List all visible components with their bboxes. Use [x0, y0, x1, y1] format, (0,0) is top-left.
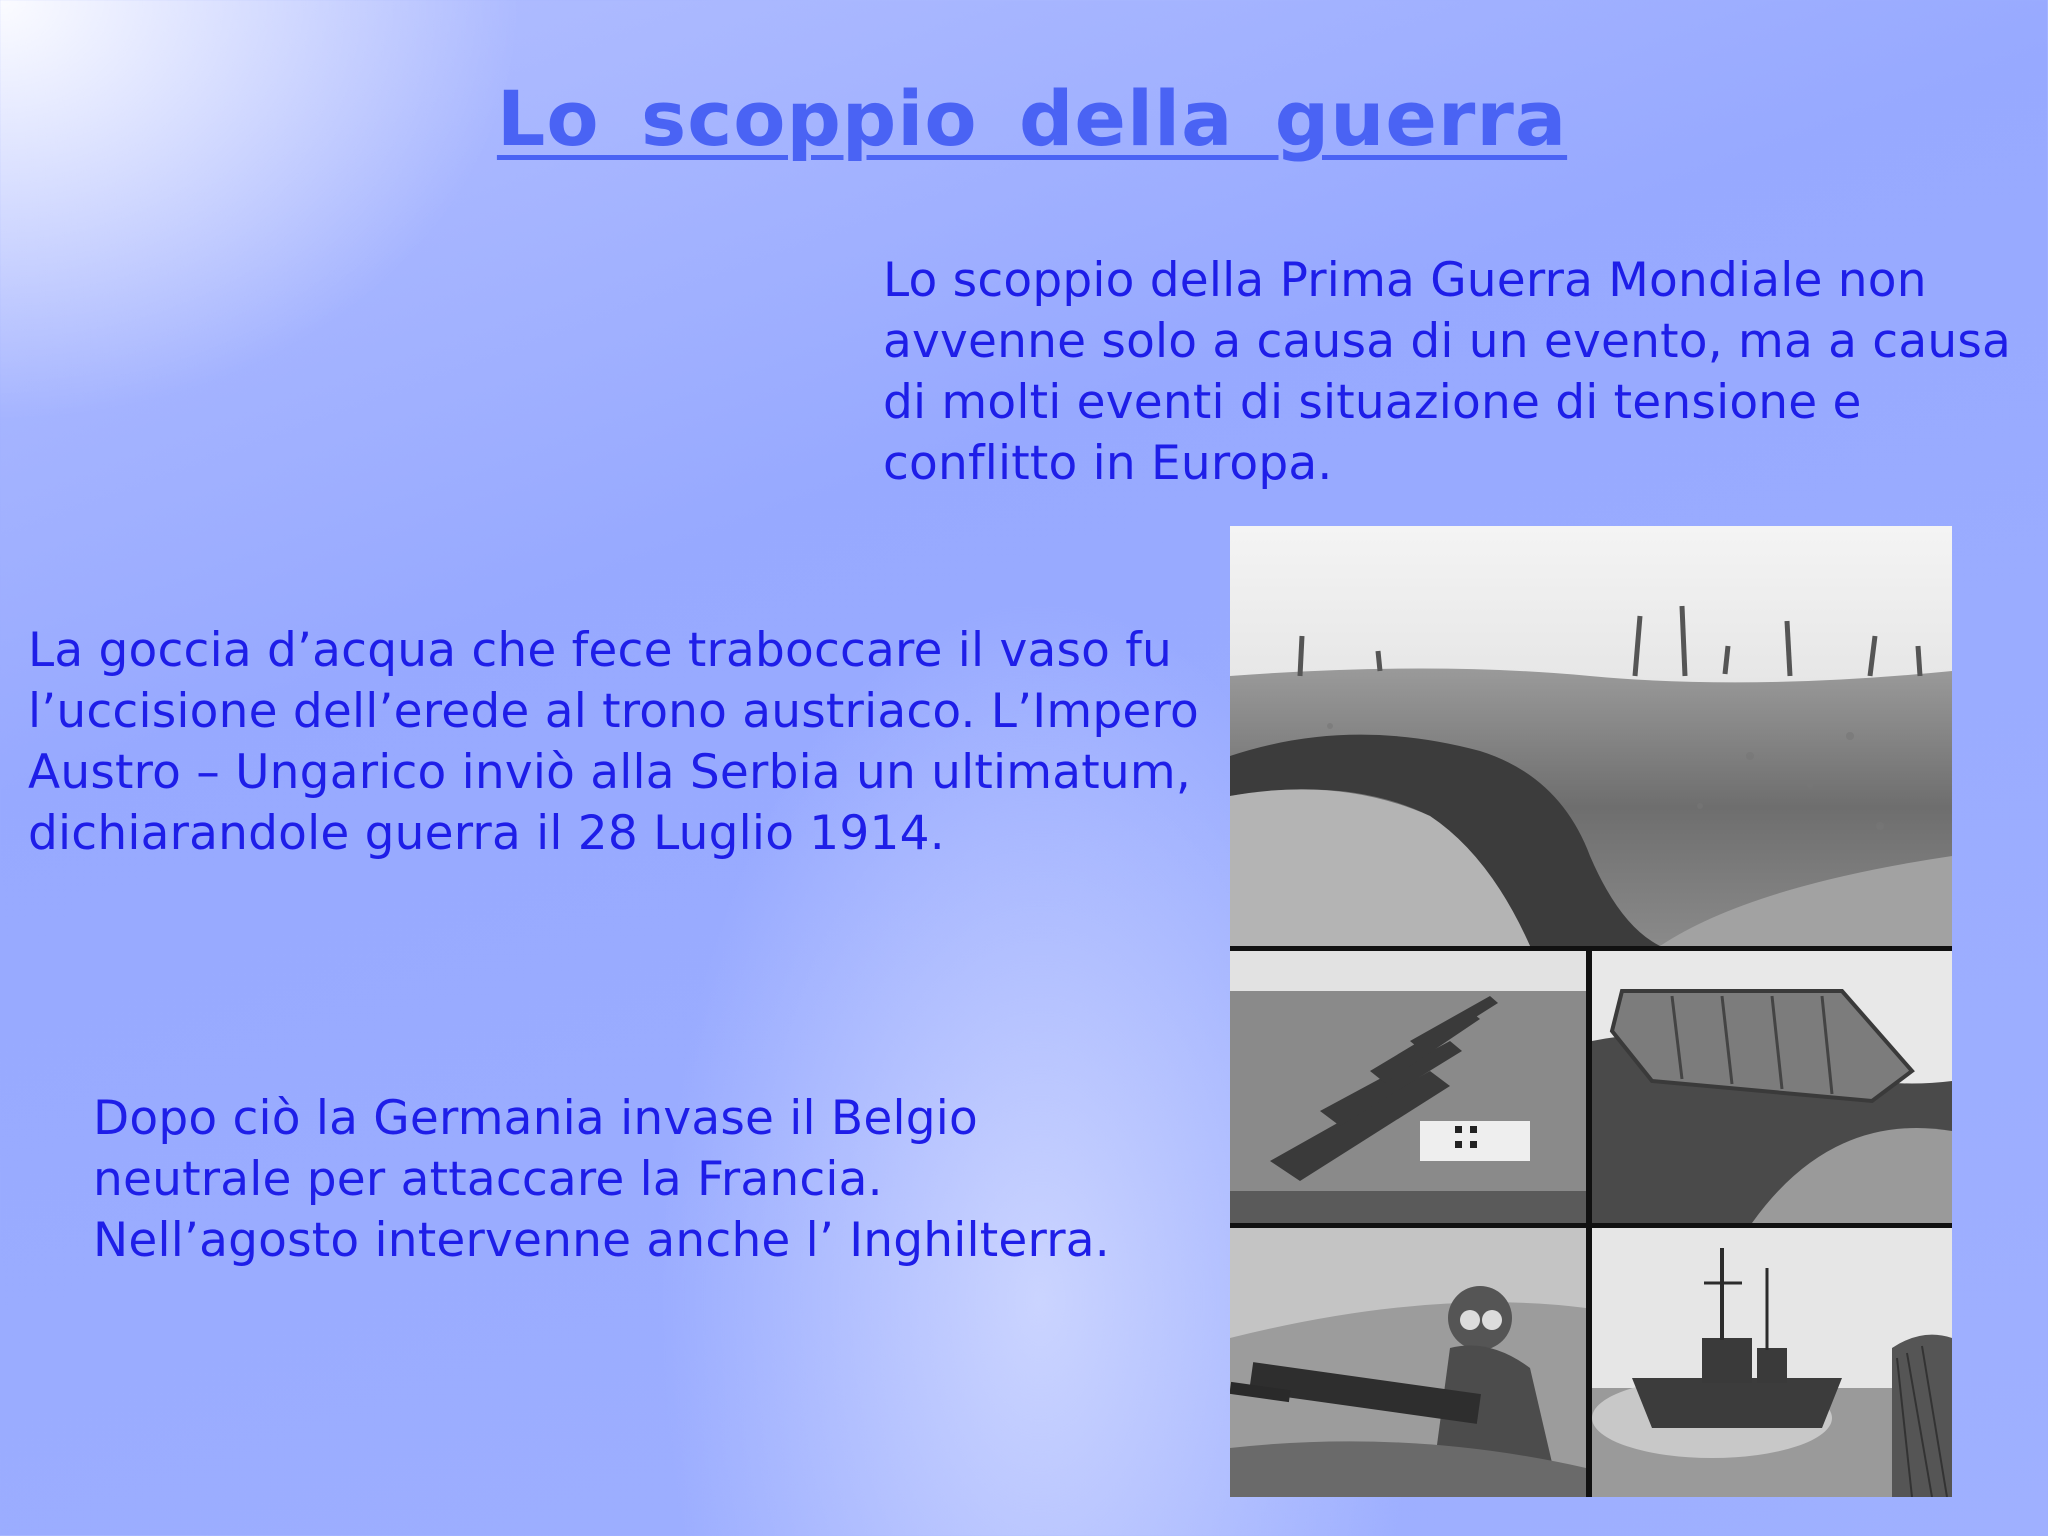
intro-line: di molti eventi di situazione di tensione e	[883, 375, 1862, 430]
intro-line: avvenne solo a causa di un evento, ma a causa	[883, 314, 2012, 369]
intro-line: Lo scoppio della Prima Guerra Mondiale non	[883, 253, 1927, 308]
trigger-paragraph	[28, 620, 1228, 864]
invasion-paragraph	[93, 1088, 1193, 1271]
intro-line: conflitto in Europa.	[883, 436, 1333, 491]
trench-photo	[1230, 526, 1952, 946]
machine-gunner-photo	[1230, 1228, 1586, 1497]
invasion-line: Dopo ciò la Germania invase il Belgio	[93, 1091, 979, 1146]
trigger-line: Austro – Ungarico inviò alla Serbia un ultimatum,	[28, 745, 1191, 800]
warship-photo	[1592, 1228, 1952, 1497]
slide-title: Lo scoppio della guerra	[496, 74, 1568, 163]
tank-photo	[1592, 951, 1952, 1223]
trigger-line: l’uccisione dell’erede al trono austriaco. L’Impero	[28, 684, 1199, 739]
invasion-line: neutrale per attaccare la Francia.	[93, 1152, 883, 1207]
invasion-line: Nell’agosto intervenne anche l’ Inghilterra.	[93, 1213, 1110, 1268]
biplanes-photo	[1230, 951, 1586, 1223]
ww1-photo-collage	[1230, 526, 1952, 1497]
intro-paragraph	[883, 250, 2013, 494]
trigger-line: dichiarandole guerra il 28 Luglio 1914.	[28, 806, 945, 861]
trigger-line: La goccia d’acqua che fece traboccare il vaso fu	[28, 623, 1172, 678]
